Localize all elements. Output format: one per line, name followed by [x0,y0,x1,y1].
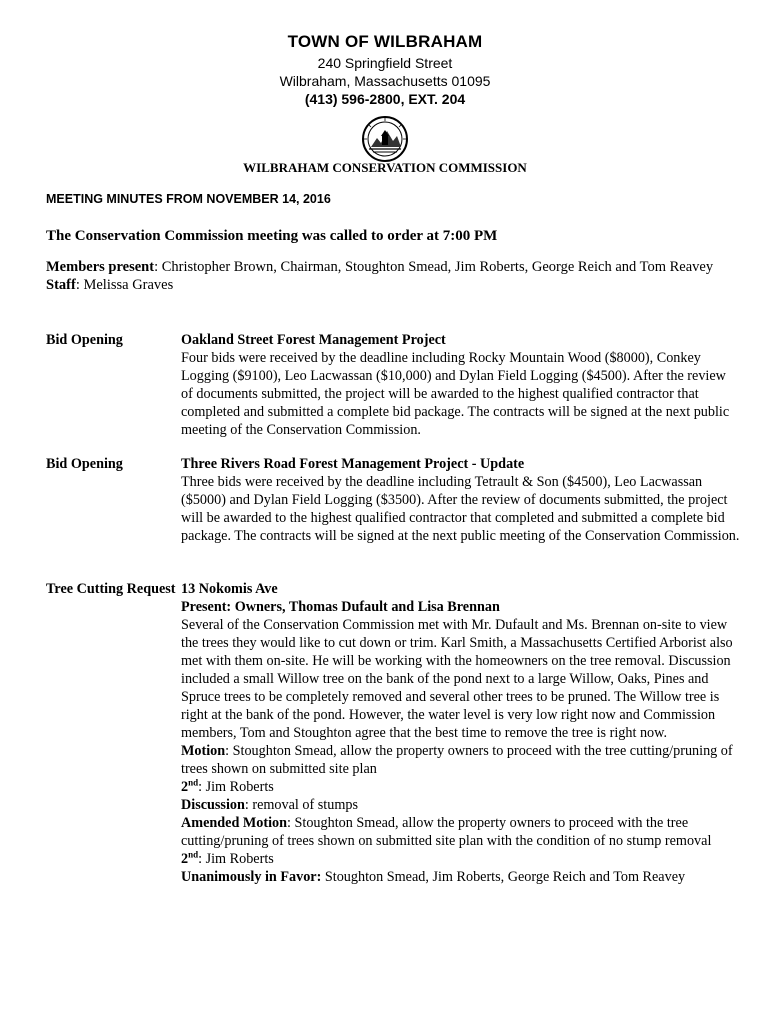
vote-line [181,868,741,886]
meeting-title: MEETING MINUTES FROM NOVEMBER 14, 2016 [46,192,331,206]
city-address: Wilbraham, Massachusetts 01095 [279,73,491,89]
staff-label: Staff [46,276,76,293]
staff-names: : Melissa Graves [75,276,174,293]
second-label: 2 [181,779,189,795]
second2-text: : Jim Roberts [198,851,274,867]
favor-text: Stoughton Smead, Jim Roberts, George Reich and Tom Reavey [321,869,686,885]
commission-name: WILBRAHAM CONSERVATION COMMISSION [243,160,527,175]
second2-label: 2 [181,851,189,867]
motion-line [181,742,741,778]
amended-label: Amended Motion [181,815,288,831]
street-address: 240 Springfield Street [317,55,453,71]
members-label: Members present [46,259,155,275]
discussion-label: Discussion [181,797,245,813]
members-names: : Christopher Brown, Chairman, Stoughton Smead, Jim Roberts, George Reich and Tom Reavey [154,259,714,275]
section-body: Four bids were received by the deadline including Rocky Mountain Wood ($8000), Conkey Logging ($9100), Leo Lacwassan ($10,000) and Dylan Field Logging ($4500). After the review of documents submitted, the project will be awarded to the highest qualified contractor that completed and submitted a complete bid package. The contracts will be signed at the next public meeting of the Conservation Commission. [181,350,730,438]
motion-label: Motion [181,743,226,759]
amended-text: : Stoughton Smead, allow the property owners to proceed with the tree cutting/pruning of trees shown on submitted site plan with the condition of no stump removal [181,815,712,849]
members-present [46,259,726,277]
section-title: Three Rivers Road Forest Management Project - Update [181,456,525,472]
section-title: 13 Nokomis Ave [181,581,278,597]
town-name: TOWN OF WILBRAHAM [287,32,483,51]
staff-present [46,277,726,295]
call-to-order: The Conservation Commission meeting was called to order at 7:00 PM [46,228,498,244]
section-content [181,580,741,886]
section-content [181,455,741,545]
second-sup: nd [188,777,199,788]
present-line: Present: Owners, Thomas Dufault and Lisa Brennan [181,599,500,615]
section-content [181,331,741,439]
attendance [46,259,726,294]
second-text: : Jim Roberts [198,779,274,795]
amended-motion-line [181,814,741,850]
section-label: Bid Opening [46,332,123,348]
discussion-text: : removal of stumps [244,797,358,813]
section-body: Several of the Conservation Commission met with Mr. Dufault and Ms. Brennan on-site to view the trees they would like to cut down or trim. Karl Smith, a Massachusetts Certified Arborist also met with them on-site. He will be working with the homeowners on the tree removal. Discussion included a small Willow tree on the bank of the pond next to a large Willow, Oaks, Pines and Spruce trees to be completely removed and several other trees to be pruned. The Willow tree is right at the bank of the pond. However, the water level is very low right now and Commission members, Tom and Stoughton agree that the best time to remove the tree is right now. [181,617,733,741]
section-body: Three bids were received by the deadline including Tetrault & Son ($4500), Leo Lacwassan ($5000) and Dylan Field Logging ($3500). After the review of documents submitted, the project will be awarded to the highest qualified contractor that completed and submitted a complete bid package. The contracts will be signed at the next public meeting of the Conservation Commission. [181,474,740,544]
discussion-line [181,796,741,814]
section-label: Tree Cutting Request [46,581,176,597]
section-title: Oakland Street Forest Management Project [181,332,446,348]
letterhead [0,30,770,164]
phone-number: (413) 596-2800, EXT. 204 [304,91,466,107]
second-line [181,778,741,796]
favor-label: Unanimously in Favor: [181,869,322,885]
section-label: Bid Opening [46,456,123,472]
second2-line [181,850,741,868]
town-seal-icon [359,114,411,164]
second2-sup: nd [188,849,199,860]
motion-text: : Stoughton Smead, allow the property owners to proceed with the tree cutting/pruning of trees shown on submitted site plan [181,743,733,777]
